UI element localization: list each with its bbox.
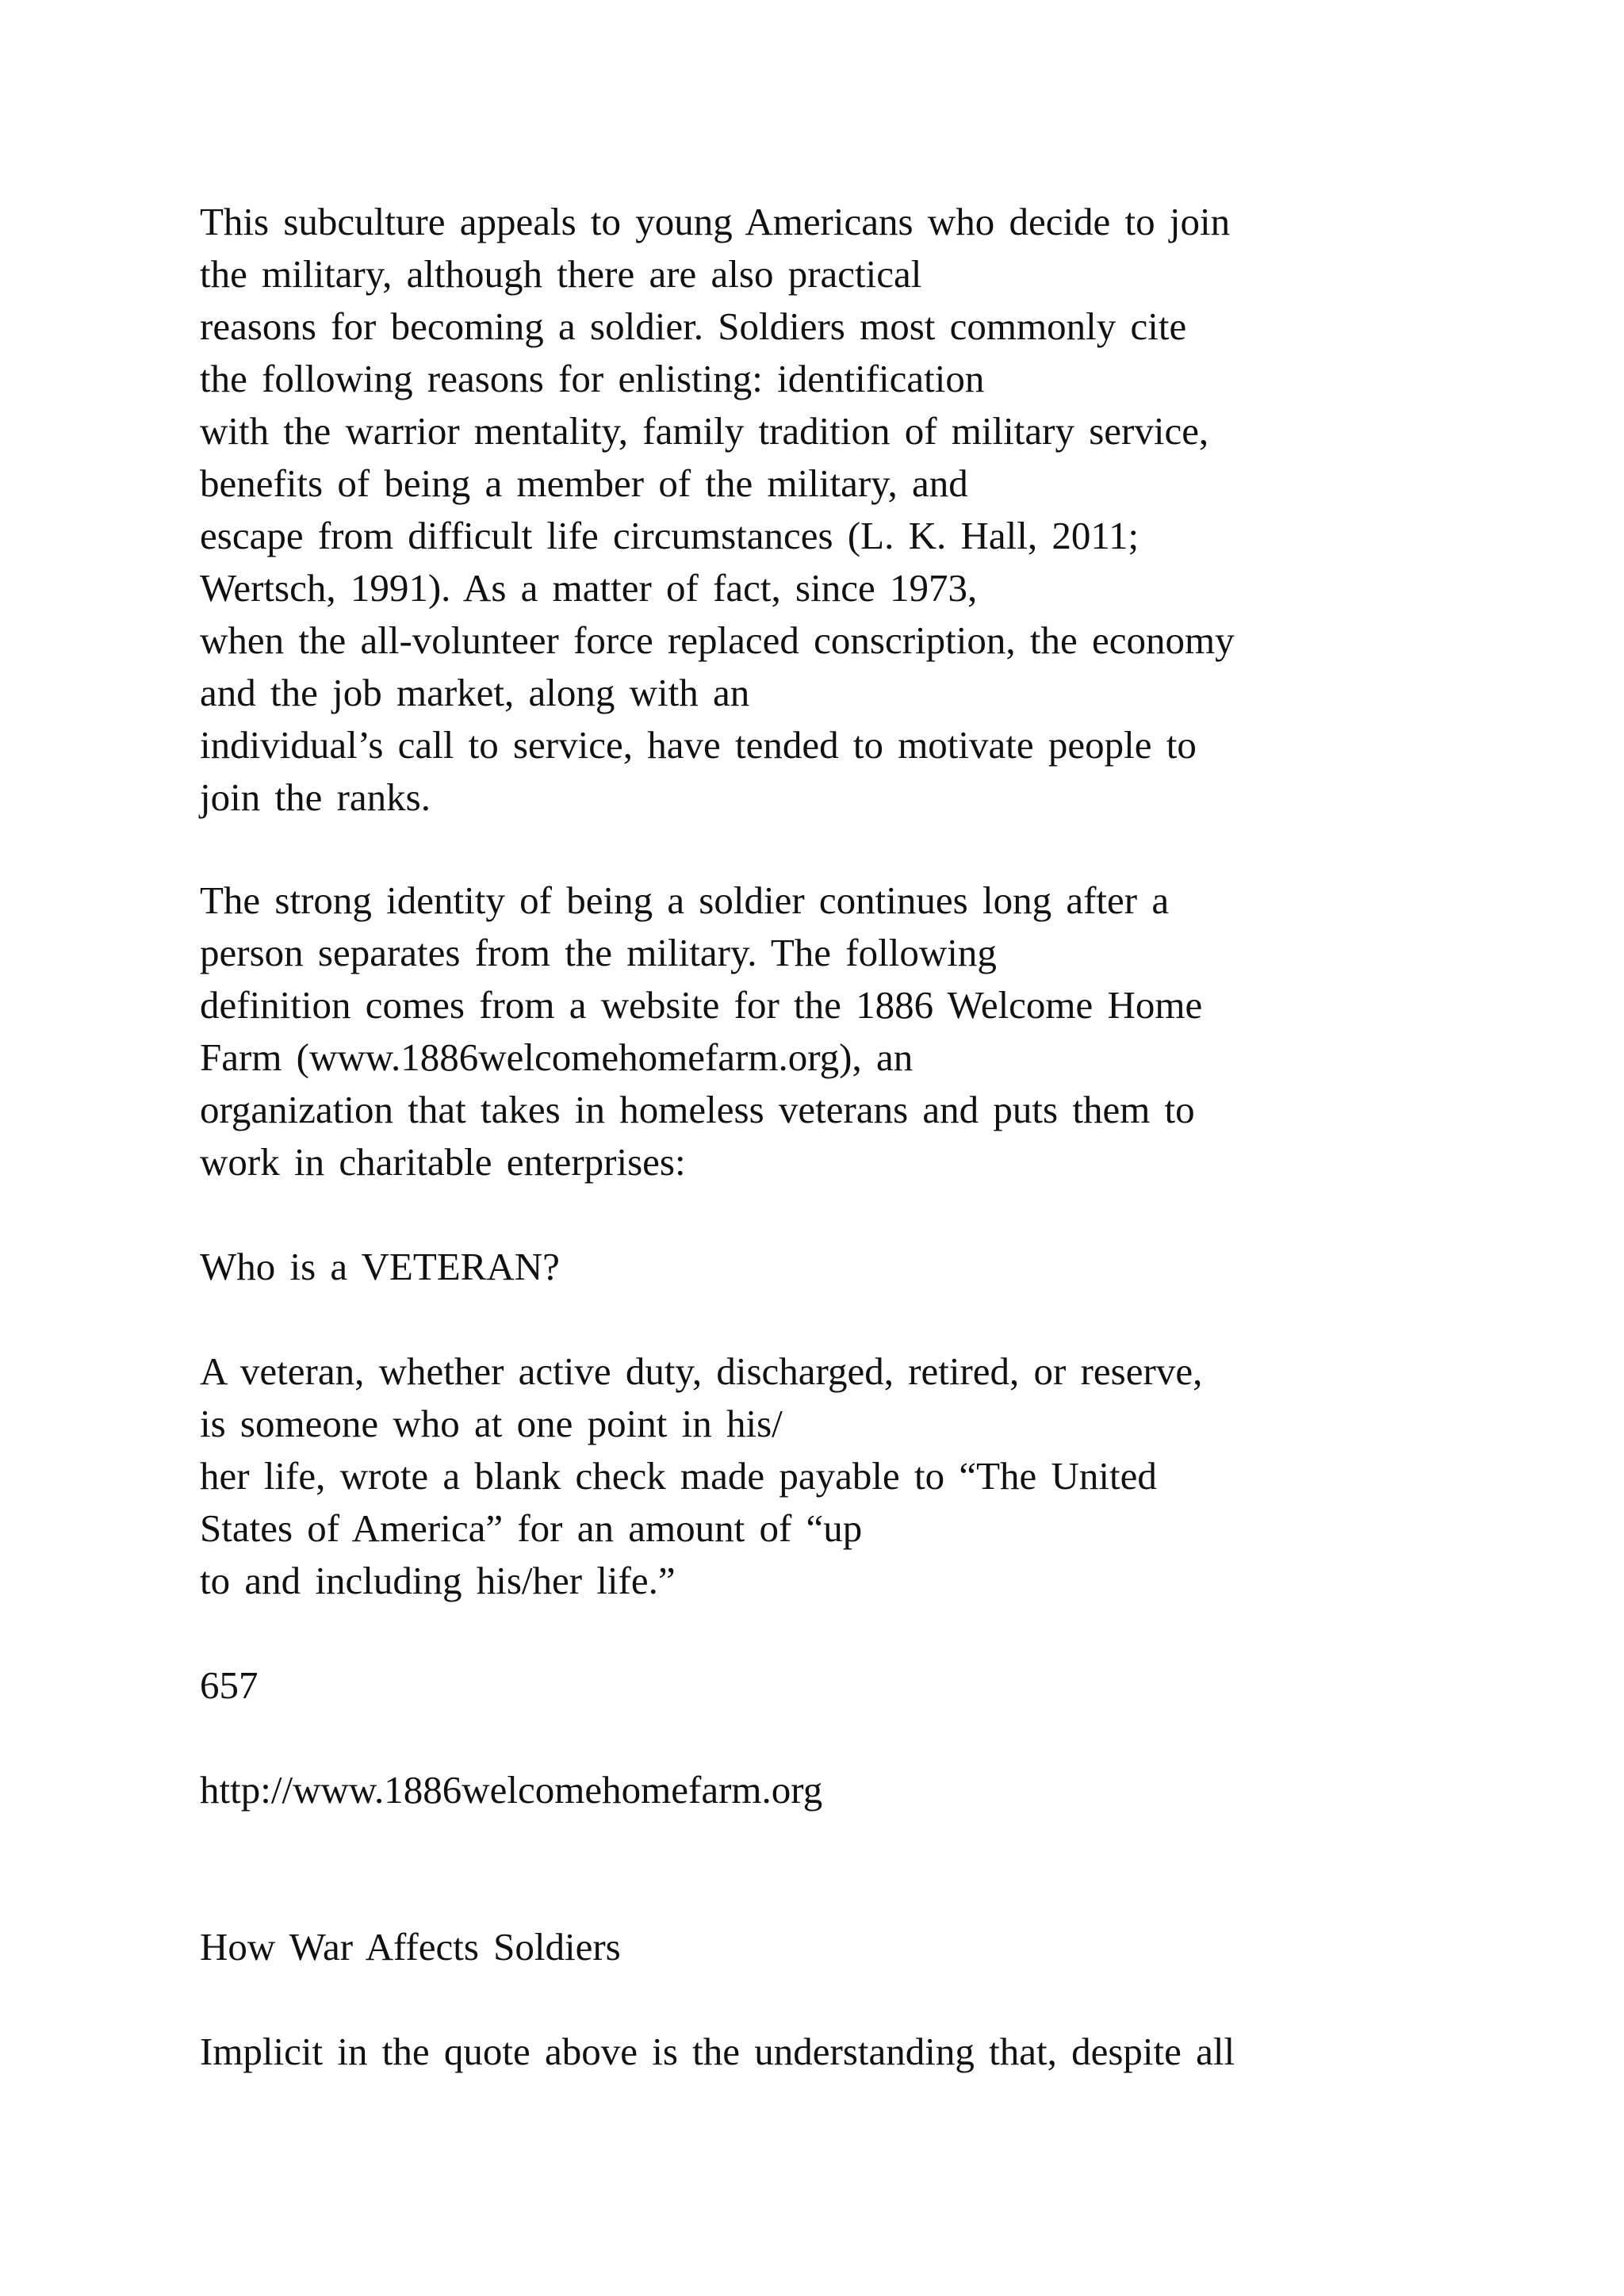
paragraph-2-line: definition comes from a website for the 1886 Welcome Home (200, 983, 1203, 1027)
paragraph-2-line: The strong identity of being a soldier continues long after a (200, 878, 1170, 922)
quote-body-line: to and including his/her life.” (200, 1559, 676, 1602)
paragraph-1-line: Wertsch, 1991). As a matter of fact, since 1973, (200, 566, 978, 610)
quote-body-line: A veteran, whether active duty, discharged, retired, or reserve, (200, 1349, 1203, 1393)
paragraph-1-line: and the job market, along with an (200, 671, 750, 714)
quote-body-line: States of America” for an amount of “up (200, 1506, 863, 1550)
paragraph-1-line: the military, although there are also practical (200, 252, 922, 296)
quote-heading: Who is a VETERAN? (200, 1245, 560, 1288)
paragraph-2-line: person separates from the military. The following (200, 931, 997, 974)
quote-body-line: is someone who at one point in his/ (200, 1402, 783, 1445)
paragraph-1-line: individual’s call to service, have tended to motivate people to (200, 723, 1197, 767)
paragraph-3-line: Implicit in the quote above is the understanding that, despite all (200, 2030, 1235, 2073)
paragraph-2-line: organization that takes in homeless veterans and puts them to (200, 1088, 1195, 1131)
paragraph-1-line: the following reasons for enlisting: identification (200, 357, 985, 400)
paragraph-1-line: with the warrior mentality, family tradition of military service, (200, 409, 1209, 453)
paragraph-1-line: reasons for becoming a soldier. Soldiers most commonly cite (200, 304, 1187, 348)
paragraph-1-line: when the all-volunteer force replaced conscription, the economy (200, 618, 1235, 662)
paragraph-2-line: Farm (www.1886welcomehomefarm.org), an (200, 1035, 914, 1079)
section-heading: How War Affects Soldiers (200, 1925, 621, 1969)
quote-body-line: her life, wrote a blank check made payable to “The United (200, 1454, 1157, 1498)
paragraph-1-line: join the ranks. (200, 775, 431, 819)
paragraph-1-line: escape from difficult life circumstances (L. K. Hall, 2011; (200, 514, 1139, 557)
page-number: 657 (200, 1663, 259, 1707)
paragraph-2-line: work in charitable enterprises: (200, 1140, 686, 1184)
paragraph-1-line: benefits of being a member of the military, and (200, 461, 968, 505)
paragraph-1-line: This subculture appeals to young Americans who decide to join (200, 200, 1231, 243)
source-url: http://www.1886welcomehomefarm.org (200, 1768, 823, 1812)
